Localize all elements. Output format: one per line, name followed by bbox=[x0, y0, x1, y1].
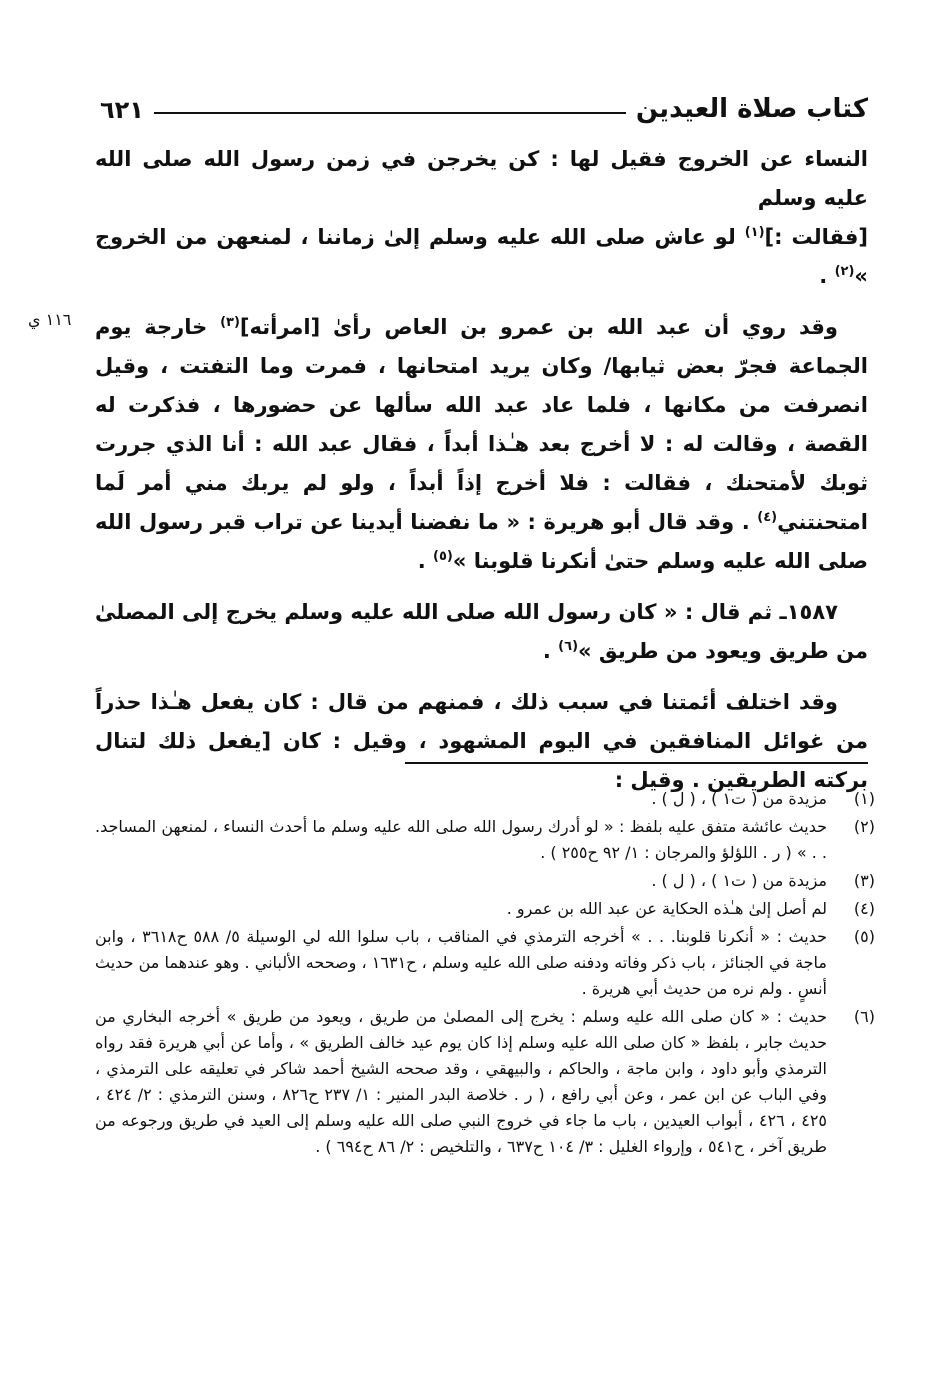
page-number: ٦٢١ bbox=[100, 96, 144, 124]
p3-end: . bbox=[542, 639, 559, 663]
p2-text-a: وقد روي أن عبد الله بن عمرو بن العاص رأىٰ [امرأته] bbox=[239, 315, 838, 339]
footnote-text: لم أصل إلىٰ هـٰذه الحكاية عن عبد الله بن عمرو . bbox=[506, 899, 827, 918]
running-header bbox=[100, 84, 868, 124]
footnote-text: حديث : « أنكرنا قلوبنا. . . » أخرجه الترمذي في المناقب ، باب سلوا الله لي الوسيلة ٥/ ٥٨٨ ح٣٦١٨ ، وابن ماجة في الجنائز ، باب ذكر وفاته ودفنه صلى الله عليه وسلم ، ح١٦٣١ ، وصححه الألباني . وهو عندهما من حديث أنسٍ . ولم نره من حديث أبي هريرة . bbox=[95, 927, 828, 998]
footnote-number: (٣) bbox=[853, 871, 875, 890]
footnote-6 bbox=[95, 1004, 875, 1160]
paragraph-4 bbox=[95, 683, 868, 800]
footnotes bbox=[95, 786, 875, 1162]
p2-text-b: خارجة يوم الجماعة فجرّ بعض ثيابها/ وكان يريد امتحانها ، فمرت وما التفتت ، وقيل انصرفت من مكانها ، فلما عاد عبد الله سألها عن حضورها ، فذكرت له القصة ، وقالت له : لا أخرج بعد هـٰذا أبداً ، فقال عبد الله : أنا الذي جررت ثوبك لأمتحنك ، فقالت : فلا أخرج إذاً أبداً ، ولو لم يربك مني أمر لَما امتحنتني bbox=[95, 315, 868, 534]
chapter-title: كتاب صلاة العيدين bbox=[635, 94, 868, 124]
p1-end: . bbox=[819, 264, 835, 288]
p1-bracket: [فقالت :] bbox=[764, 225, 868, 249]
footnote-text: حديث عائشة متفق عليه بلفظ : « لو أدرك رسول الله صلى الله عليه وسلم ما أحدث النساء ، لمنعهن المساجد. . . » ( ر . اللؤلؤ والمرجان : ١/ ٩٢ ح٢٥٥ ) . bbox=[95, 817, 827, 862]
footnote-5 bbox=[95, 924, 875, 1002]
footnote-text: مزيدة من ( ت١ ) ، ( ل ) . bbox=[651, 789, 827, 808]
p2-text-c: . وقد قال أبو هريرة : « ما نفضنا أيدينا عن تراب قبر رسول الله صلى الله عليه وسلم حتىٰ أنكرنا قلوبنا » bbox=[95, 510, 868, 573]
footnote-number: (٢) bbox=[853, 817, 875, 836]
main-text bbox=[95, 140, 868, 812]
header-rule bbox=[154, 112, 626, 114]
footnote-text: حديث : « كان صلى الله عليه وسلم : يخرج إلى المصلىٰ من طريق ، ويعود من طريق » أخرجه البخاري من حديث جابر ، بلفظ « كان صلى الله عليه وسلم إذا كان يوم عيد خالف الطريق » ، وأما عن أبي هريرة فقد رواه الترمذي وأبو داود ، وابن ماجة ، والحاكم ، والبيهقي ، وقد صححه الشيخ أحمد شاكر في تعليقه على الترمذي ، وفي الباب عن ابن عمر ، وعن أبي رافع ، ( ر . خلاصة البدر المنير : ١/ ٢٣٧ ح٨٢٦ ، وسنن الترمذي : ٢/ ٤٢٤ ، ٤٢٥ ، ٤٢٦ ، أبواب العيدين ، باب ما جاء في خروج النبي صلى الله عليه وسلم إلى العيد في طريق ورجوعه من طريق آخر ، ح٥٤١ ، وإرواء الغليل : ٣/ ١٠٤ ح٦٣٧ ، والتلخيص : ٢/ ٨٦ ح٦٩٤ ) . bbox=[95, 1007, 828, 1156]
footnote-ref-4[interactable]: (٤) bbox=[757, 510, 778, 525]
footnote-2 bbox=[95, 814, 875, 866]
paragraph-1 bbox=[95, 140, 868, 296]
footnote-ref-3[interactable]: (٣) bbox=[220, 315, 240, 330]
p1-line1: النساء عن الخروج فقيل لها : كن يخرجن في زمن رسول الله صلى الله عليه وسلم bbox=[95, 147, 868, 210]
footnote-ref-5[interactable]: (٥) bbox=[433, 549, 453, 564]
p2-end: . bbox=[417, 549, 434, 573]
paragraph-2 bbox=[95, 308, 868, 581]
margin-note: ١١٦ ي bbox=[28, 310, 72, 329]
paragraph-3 bbox=[95, 593, 868, 671]
footnote-number: (٥) bbox=[853, 927, 875, 946]
footnote-ref-1[interactable]: (١) bbox=[744, 225, 765, 240]
footnote-ref-2[interactable]: (٢) bbox=[834, 264, 855, 279]
p4-text: وقد اختلف أئمتنا في سبب ذلك ، فمنهم من قال : كان يفعل هـٰذا حذراً من غوائل المنافقين في اليوم المشهود ، وقيل : كان [يفعل ذلك لتنال بركته الطريقين . وقيل : bbox=[95, 690, 868, 792]
footnote-number: (٦) bbox=[853, 1007, 875, 1026]
footnote-number: (١) bbox=[853, 789, 875, 808]
p3-text: ١٥٨٧ـ ثم قال : « كان رسول الله صلى الله عليه وسلم يخرج إلى المصلىٰ من طريق ويعود من طريق » bbox=[95, 600, 868, 663]
footnote-ref-6[interactable]: (٦) bbox=[558, 639, 579, 654]
footnote-text: مزيدة من ( ت١ ) ، ( ل ) . bbox=[651, 871, 827, 890]
footnote-separator bbox=[405, 762, 868, 764]
footnote-1 bbox=[95, 786, 875, 812]
footnote-3 bbox=[95, 868, 875, 894]
p1-text: لو عاش صلى الله عليه وسلم إلىٰ زماننا ، لمنعهن من الخروج » bbox=[95, 225, 868, 288]
footnote-number: (٤) bbox=[853, 899, 875, 918]
footnote-4 bbox=[95, 896, 875, 922]
